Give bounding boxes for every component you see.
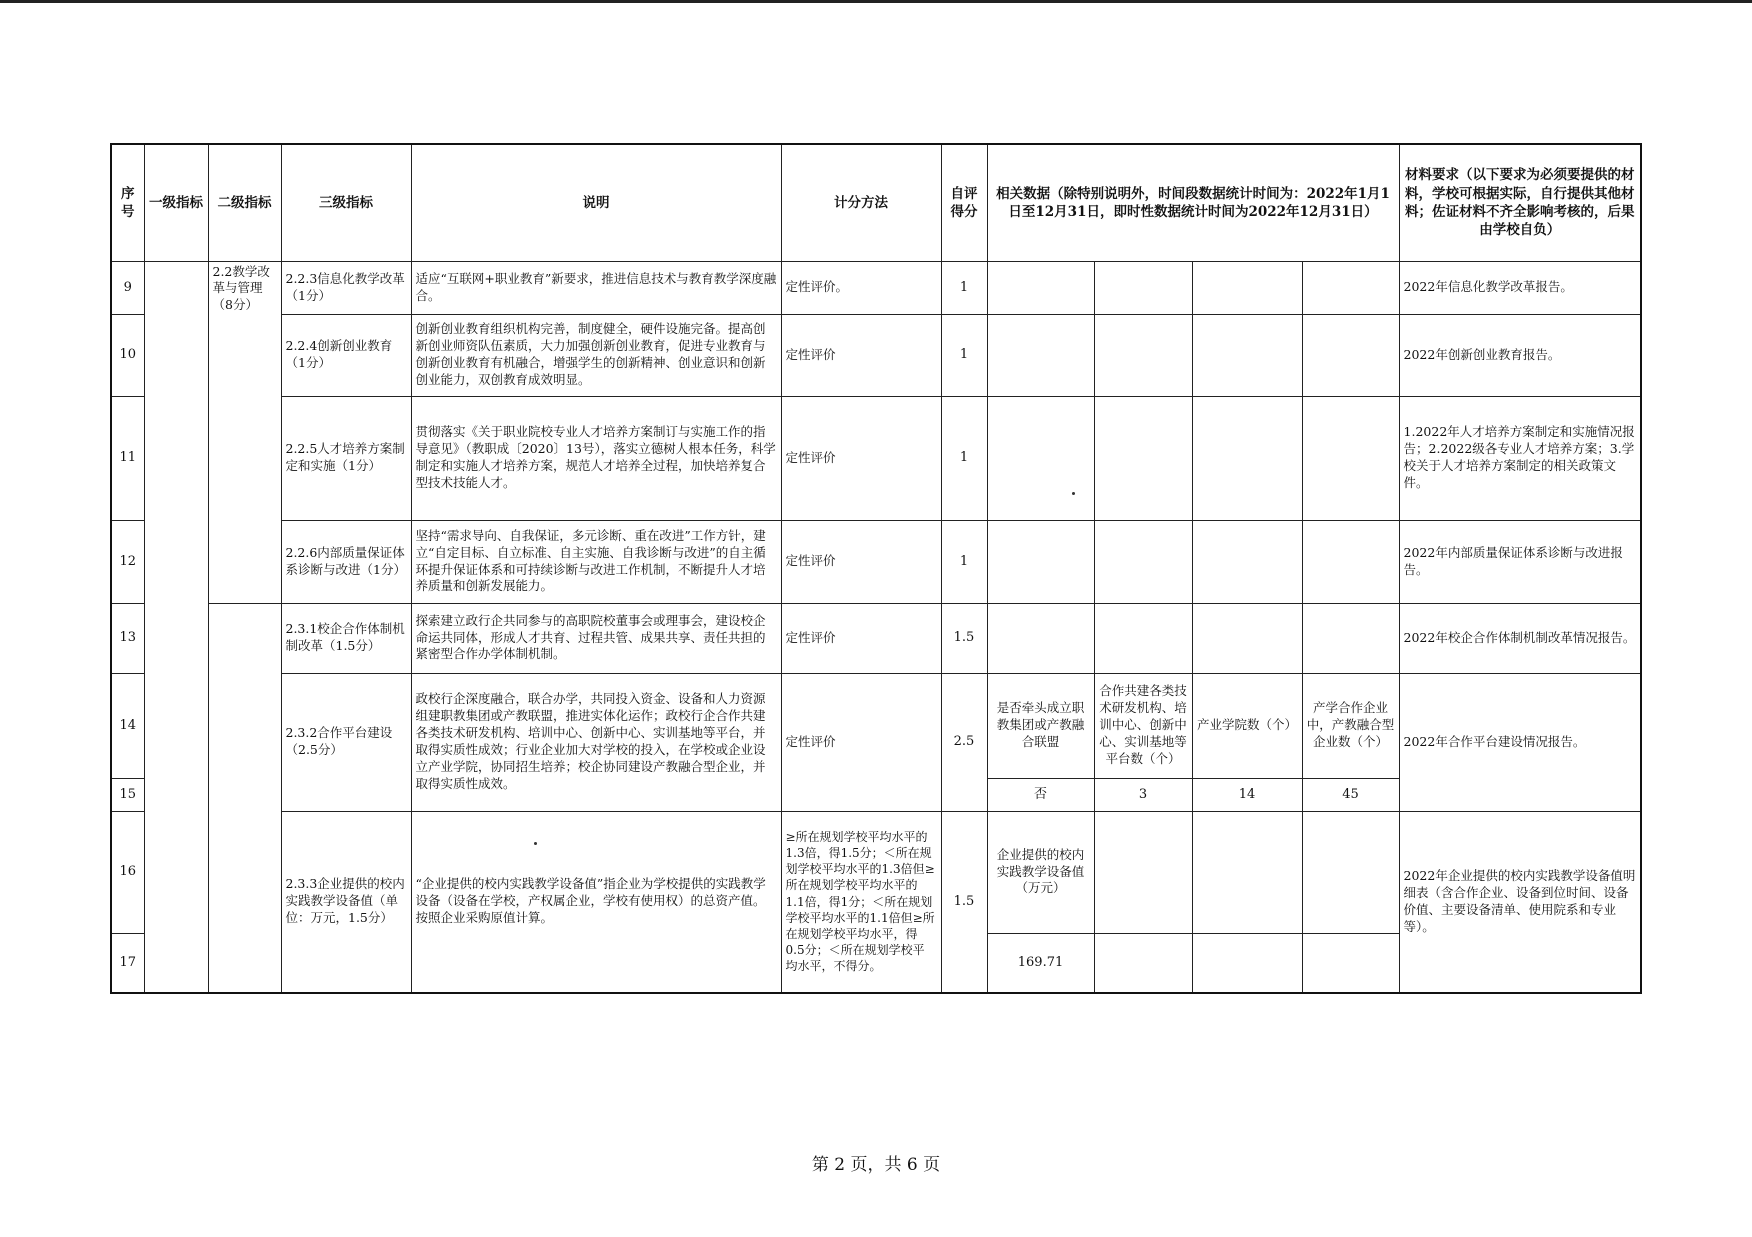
desc-cell: 贯彻落实《关于职业院校专业人才培养方案制订与实施工作的指导意见》（教职成〔2020〕13号），落实立德树人根本任务，科学制定和实施人才培养方案，规范人才培养全过程，加快培养复合型技术技能人才。 (411, 396, 781, 520)
data-cell (1094, 314, 1192, 396)
table-row (111, 396, 1641, 520)
data-cell (1302, 314, 1399, 396)
score-cell: 2.5 (941, 673, 987, 811)
data-value-cell: 169.71 (987, 933, 1094, 993)
data-cell (1094, 603, 1192, 673)
level3-cell: 2.3.3企业提供的校内实践教学设备值（单位：万元，1.5分） (281, 811, 411, 993)
header-method: 计分方法 (781, 144, 941, 261)
method-cell: 定性评价 (781, 314, 941, 396)
data-cell (1094, 261, 1192, 314)
data-cell (1192, 314, 1302, 396)
data-cell (1094, 396, 1192, 520)
table-row (111, 673, 1641, 778)
data-cell (1302, 261, 1399, 314)
data-cell (987, 396, 1094, 520)
data-value-cell: 14 (1192, 778, 1302, 811)
seq-cell: 9 (111, 261, 144, 314)
material-cell: 2022年校企合作体制机制改革情况报告。 (1399, 603, 1641, 673)
seq-cell: 17 (111, 933, 144, 993)
header-materials: 材料要求（以下要求为必须要提供的材料，学校可根据实际，自行提供其他材料；佐证材料不齐全影响考核的，后果由学校自负） (1399, 144, 1641, 261)
data-header-cell: 是否牵头成立职教集团或产教融合联盟 (987, 673, 1094, 778)
material-cell: 2022年内部质量保证体系诊断与改进报告。 (1399, 520, 1641, 603)
level3-cell: 2.2.5人才培养方案制定和实施（1分） (281, 396, 411, 520)
method-cell: 定性评价 (781, 603, 941, 673)
data-header-cell: 产学合作企业中，产教融合型企业数（个） (1302, 673, 1399, 778)
method-cell: 定性评价 (781, 673, 941, 811)
seq-cell: 10 (111, 314, 144, 396)
header-seq: 序号 (111, 144, 144, 261)
data-cell (1094, 811, 1192, 933)
data-cell (1302, 520, 1399, 603)
score-cell: 1.5 (941, 603, 987, 673)
table-row (111, 314, 1641, 396)
data-cell (987, 603, 1094, 673)
data-cell (1192, 603, 1302, 673)
data-cell (1302, 811, 1399, 933)
material-cell: 1.2022年人才培养方案制定和实施情况报告；2.2022级各专业人才培养方案；3.学校关于人才培养方案制定的相关政策文件。 (1399, 396, 1641, 520)
header-level2: 二级指标 (208, 144, 281, 261)
material-cell: 2022年企业提供的校内实践教学设备值明细表（含合作企业、设备到位时间、设备价值、主要设备清单、使用院系和专业等）。 (1399, 811, 1641, 993)
seq-cell: 11 (111, 396, 144, 520)
method-cell: ≥所在规划学校平均水平的1.3倍，得1.5分；＜所在规划学校平均水平的1.3倍但≥所在规划学校平均水平的1.1倍，得1分；＜所在规划学校平均水平的1.1倍但≥所在规划学校平均水平，得0.5分；＜所在规划学校平均水平，不得分。 (781, 811, 941, 993)
level3-cell: 2.2.4创新创业教育（1分） (281, 314, 411, 396)
method-cell: 定性评价。 (781, 261, 941, 314)
material-cell: 2022年创新创业教育报告。 (1399, 314, 1641, 396)
seq-cell: 14 (111, 673, 144, 778)
data-value-cell: 3 (1094, 778, 1192, 811)
material-cell: 2022年信息化教学改革报告。 (1399, 261, 1641, 314)
method-cell: 定性评价 (781, 520, 941, 603)
header-self-score: 自评得分 (941, 144, 987, 261)
data-header-cell: 产业学院数（个） (1192, 673, 1302, 778)
desc-cell: “企业提供的校内实践教学设备值”指企业为学校提供的实践教学设备（设备在学校，产权属企业，学校有使用权）的总资产值。按照企业采购原值计算。 (411, 811, 781, 993)
scan-speck (534, 842, 537, 845)
data-value-cell: 否 (987, 778, 1094, 811)
data-cell (987, 520, 1094, 603)
data-cell (1302, 603, 1399, 673)
data-cell (1192, 396, 1302, 520)
desc-cell: 探索建立政行企共同参与的高职院校董事会或理事会，建设校企命运共同体，形成人才共育、过程共管、成果共享、责任共担的紧密型合作办学体制机制。 (411, 603, 781, 673)
score-cell: 1 (941, 520, 987, 603)
scan-speck (1072, 492, 1075, 495)
table-row (111, 261, 1641, 314)
data-cell (1192, 811, 1302, 933)
seq-cell: 16 (111, 811, 144, 933)
header-level3: 三级指标 (281, 144, 411, 261)
material-cell: 2022年合作平台建设情况报告。 (1399, 673, 1641, 811)
desc-cell: 政校行企深度融合，联合办学，共同投入资金、设备和人力资源组建职教集团或产教联盟，推进实体化运作；政校行企合作共建各类技术研发机构、培训中心、创新中心、实训基地等平台，并取得实质性成效；行业企业加大对学校的投入，在学校或企业设立产业学院，协同招生培养；校企协同建设产教融合型企业，并取得实质性成效。 (411, 673, 781, 811)
data-cell (1094, 520, 1192, 603)
level3-cell: 2.3.1校企合作体制机制改革（1.5分） (281, 603, 411, 673)
level3-cell: 2.2.3信息化教学改革（1分） (281, 261, 411, 314)
header-desc: 说明 (411, 144, 781, 261)
data-header-cell: 企业提供的校内实践教学设备值（万元） (987, 811, 1094, 933)
desc-cell: 创新创业教育组织机构完善，制度健全，硬件设施完备。提高创新创业师资队伍素质，大力加强创新创业教育，促进专业教育与创新创业教育有机融合，增强学生的创新精神、创业意识和创新创业能力，双创教育成效明显。 (411, 314, 781, 396)
score-cell: 1 (941, 314, 987, 396)
method-cell: 定性评价 (781, 396, 941, 520)
evaluation-table (110, 143, 1642, 994)
table-row (111, 520, 1641, 603)
seq-cell: 12 (111, 520, 144, 603)
data-cell (1192, 933, 1302, 993)
score-cell: 1 (941, 396, 987, 520)
data-cell (1302, 933, 1399, 993)
level2-cell (208, 603, 281, 993)
data-cell (987, 261, 1094, 314)
data-cell (1192, 261, 1302, 314)
seq-cell: 13 (111, 603, 144, 673)
data-cell (987, 314, 1094, 396)
level3-cell: 2.2.6内部质量保证体系诊断与改进（1分） (281, 520, 411, 603)
data-cell (1302, 396, 1399, 520)
data-header-cell: 合作共建各类技术研发机构、培训中心、创新中心、实训基地等平台数（个） (1094, 673, 1192, 778)
score-cell: 1 (941, 261, 987, 314)
header-related-data: 相关数据（除特别说明外，时间段数据统计时间为：2022年1月1日至12月31日，即时性数据统计时间为2022年12月31日） (987, 144, 1399, 261)
level2-cell: 2.2教学改革与管理（8分） (208, 261, 281, 603)
desc-cell: 坚持“需求导向、自我保证，多元诊断、重在改进”工作方针，建立“自定目标、自立标准、自主实施、自我诊断与改进”的自主循环提升保证体系和可持续诊断与改进工作机制，不断提升人才培养质量和创新发展能力。 (411, 520, 781, 603)
table-row (111, 811, 1641, 933)
top-border-line (0, 0, 1752, 3)
level3-cell: 2.3.2合作平台建设（2.5分） (281, 673, 411, 811)
desc-cell: 适应“互联网+职业教育”新要求，推进信息技术与教育教学深度融合。 (411, 261, 781, 314)
score-cell: 1.5 (941, 811, 987, 993)
page-footer: 第 2 页，共 6 页 (811, 1155, 941, 1175)
data-value-cell: 45 (1302, 778, 1399, 811)
table-row (111, 603, 1641, 673)
level1-cell (144, 261, 208, 993)
header-level1: 一级指标 (144, 144, 208, 261)
header-row (111, 144, 1641, 261)
data-cell (1094, 933, 1192, 993)
seq-cell: 15 (111, 778, 144, 811)
data-cell (1192, 520, 1302, 603)
